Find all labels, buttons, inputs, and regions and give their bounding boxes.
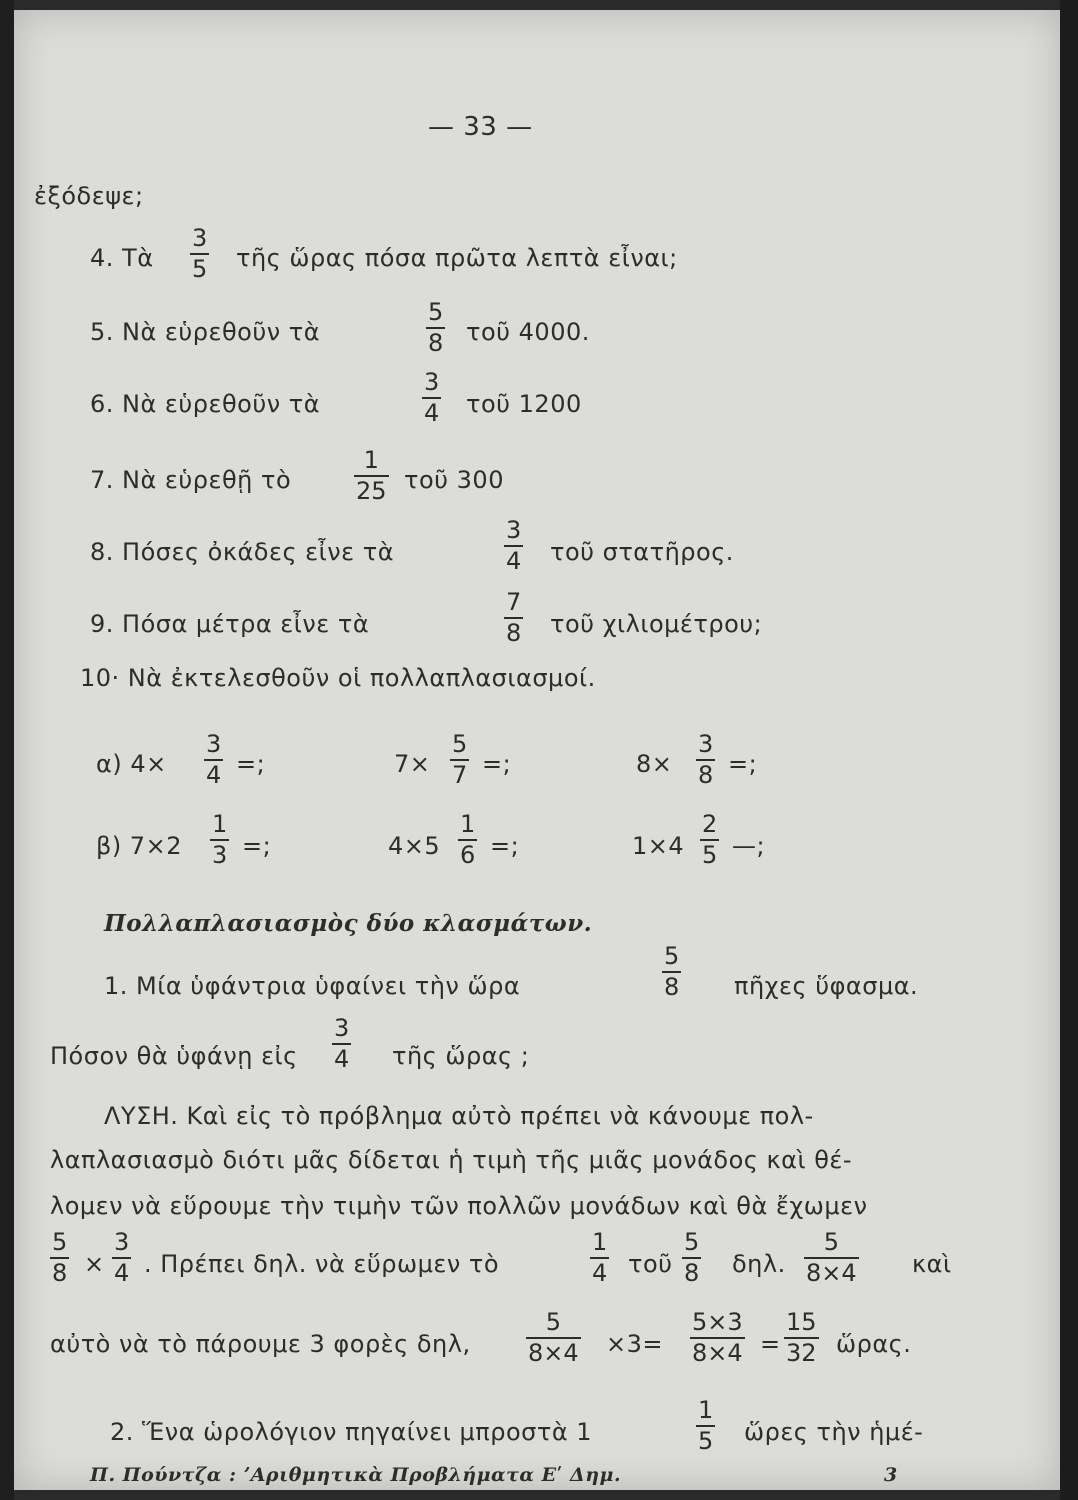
problem-4-text: τῆς ὥρας πόσα πρῶτα λεπτὰ εἶναι; bbox=[236, 244, 678, 272]
page-edge-shadow bbox=[1060, 0, 1078, 1500]
exercise-b1: β) 7×2 bbox=[96, 832, 182, 860]
problem-1-cont-text: τῆς ὥρας ; bbox=[392, 1042, 530, 1070]
fraction: 7 8 bbox=[506, 588, 522, 647]
exercise-a1: α) 4× bbox=[96, 750, 167, 778]
fraction: 1 4 bbox=[592, 1228, 608, 1287]
problem-6: 6. Νὰ εὑρεθοῦν τὰ bbox=[90, 390, 321, 418]
exercise-a3: 8× bbox=[636, 750, 673, 778]
fraction: 5 7 bbox=[452, 730, 468, 789]
fraction: 2 5 bbox=[702, 810, 718, 869]
equals: =; bbox=[236, 750, 266, 778]
problem-7-text: τοῦ 300 bbox=[404, 466, 504, 494]
fraction: 5×3 8×4 bbox=[692, 1308, 743, 1367]
solution-line-4: . Πρέπει δηλ. νὰ εὕρωμεν τὸ bbox=[144, 1250, 499, 1278]
fraction: 3 4 bbox=[506, 516, 522, 575]
problem-2: 2. Ἕνα ὡρολόγιον πηγαίνει μπροστὰ 1 bbox=[110, 1418, 593, 1446]
problem-9: 9. Πόσα μέτρα εἶνε τὰ bbox=[90, 610, 370, 638]
solution-math: = bbox=[760, 1330, 781, 1358]
exercise-a2: 7× bbox=[394, 750, 431, 778]
solution-line-3: λομεν νὰ εὕρουμε τὴν τιμὴν τῶν πολλῶν μονάδων καὶ θὰ ἔχωμεν bbox=[50, 1192, 868, 1220]
problem-2-text: ὥρες τὴν ἡμέ- bbox=[744, 1418, 924, 1446]
fraction: 1 6 bbox=[460, 810, 476, 869]
fraction: 3 4 bbox=[334, 1014, 350, 1073]
problem-8-text: τοῦ στατῆρος. bbox=[550, 538, 734, 566]
page-number: — 33 — bbox=[428, 112, 533, 142]
solution-word: καὶ bbox=[912, 1250, 952, 1278]
equals: =; bbox=[490, 832, 520, 860]
problem-7: 7. Νὰ εὑρεθῇ τὸ bbox=[90, 466, 292, 494]
book-spine-shadow bbox=[0, 0, 14, 1500]
equals: =; bbox=[482, 750, 512, 778]
fraction: 15 32 bbox=[786, 1308, 817, 1367]
fraction: 5 8 bbox=[52, 1228, 68, 1287]
fraction: 3 4 bbox=[424, 368, 440, 427]
problem-5-text: τοῦ 4000. bbox=[466, 318, 590, 346]
problem-5: 5. Νὰ εὑρεθοῦν τὰ bbox=[90, 318, 321, 346]
fraction: 1 5 bbox=[698, 1396, 714, 1455]
fraction: 3 4 bbox=[206, 730, 222, 789]
equals: —; bbox=[732, 832, 766, 860]
fraction: 3 4 bbox=[114, 1228, 130, 1287]
problem-4: 4. Τὰ bbox=[90, 244, 154, 272]
exercise-b2: 4×5 bbox=[388, 832, 441, 860]
solution-word: δηλ. bbox=[732, 1250, 786, 1278]
footer-signature-mark: 3 bbox=[884, 1464, 898, 1486]
exercise-b3: 1×4 bbox=[632, 832, 685, 860]
problem-10: 10· Νὰ ἐκτελεσθοῦν οἱ πολλαπλασιασμοί. bbox=[80, 664, 596, 692]
problem-8: 8. Πόσες ὀκάδες εἶνε τὰ bbox=[90, 538, 395, 566]
problem-1-cont: Πόσον θὰ ὑφάνῃ εἰς bbox=[50, 1042, 298, 1070]
fraction: 5 8 bbox=[664, 942, 680, 1001]
fraction: 1 25 bbox=[356, 446, 387, 505]
problem-6-text: τοῦ 1200 bbox=[466, 390, 582, 418]
solution-math: ×3= bbox=[606, 1330, 663, 1358]
fraction: 5 8 bbox=[428, 298, 444, 357]
fraction: 3 5 bbox=[192, 224, 208, 283]
problem-9-text: τοῦ χιλιομέτρου; bbox=[550, 610, 763, 638]
fraction: 3 8 bbox=[698, 730, 714, 789]
solution-word: ὥρας. bbox=[836, 1330, 912, 1358]
line-continuation: ἐξόδεψε; bbox=[34, 182, 144, 210]
fraction: 1 3 bbox=[212, 810, 228, 869]
footer-text: Π. Πούντζα : ʼΑριθμητικὰ Προβλήματα Εʹ Δημ. bbox=[90, 1464, 622, 1486]
section-heading: Πολλαπλασιασμὸς δύο κλασμάτων. bbox=[104, 910, 593, 937]
solution-line-2: λαπλασιασμὸ διότι μᾶς δίδεται ἡ τιμὴ τῆς μιᾶς μονάδος καὶ θέ- bbox=[50, 1146, 853, 1174]
book-page bbox=[14, 10, 1060, 1490]
fraction: 5 8 bbox=[684, 1228, 700, 1287]
times-sign: × bbox=[84, 1250, 105, 1278]
problem-1: 1. Μία ὑφάντρια ὑφαίνει τὴν ὥρα bbox=[104, 972, 521, 1000]
equals: =; bbox=[242, 832, 272, 860]
equals: =; bbox=[728, 750, 758, 778]
fraction: 5 8×4 bbox=[806, 1228, 857, 1287]
solution-line-1: ΛΥΣΗ. Καὶ εἰς τὸ πρόβλημα αὐτὸ πρέπει νὰ κάνουμε πολ- bbox=[104, 1102, 814, 1130]
problem-1-text: πῆχες ὕφασμα. bbox=[734, 972, 919, 1000]
fraction: 5 8×4 bbox=[528, 1308, 579, 1367]
solution-word: τοῦ bbox=[628, 1250, 673, 1278]
solution-line-5: αὐτὸ νὰ τὸ πάρουμε 3 φορὲς δηλ, bbox=[50, 1330, 471, 1358]
